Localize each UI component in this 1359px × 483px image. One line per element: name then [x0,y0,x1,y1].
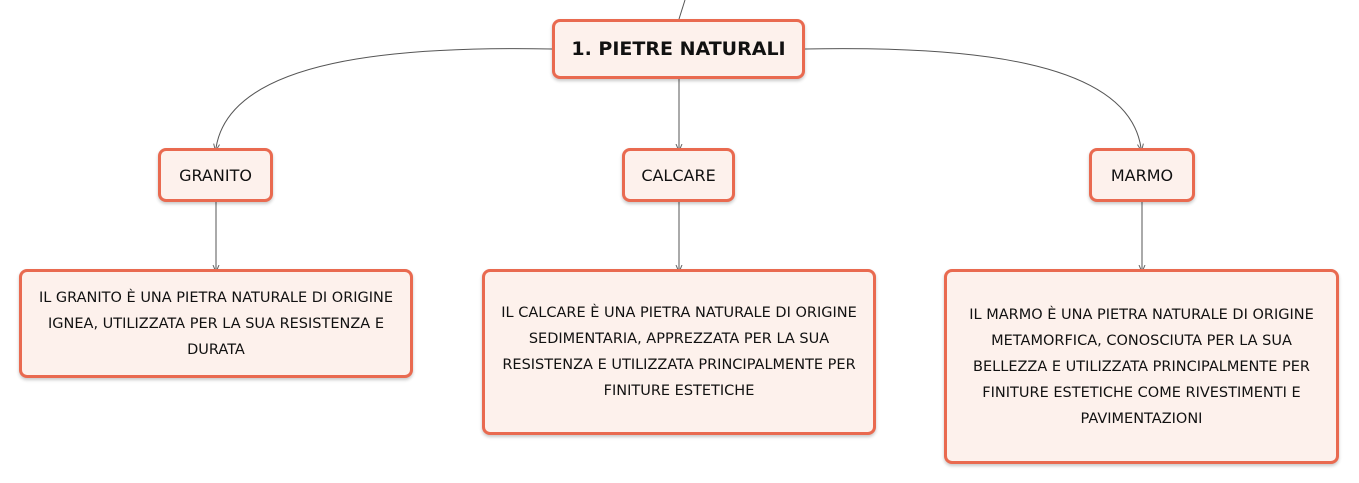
node-calcare[interactable] [622,148,735,202]
description-node-marmo[interactable] [944,269,1339,464]
node-granito-label: GRANITO [179,165,252,185]
node-marmo[interactable] [1089,148,1195,202]
root-node-pietre-naturali[interactable] [552,19,805,79]
node-granito[interactable] [158,148,273,202]
connector-incoming [679,0,685,19]
connector-root-granito [216,49,552,148]
node-calcare-label: CALCARE [641,165,716,185]
description-granito-text: IL GRANITO È UNA PIETRA NATURALE DI ORIGINE IGNEA, UTILIZZATA PER LA SUA RESISTENZA E DURATA [38,289,394,358]
connector-root-marmo [805,49,1141,148]
description-marmo-text: IL MARMO È UNA PIETRA NATURALE DI ORIGINE METAMORFICA, CONOSCIUTA PER LA SUA BELLEZZA E UTILIZZATA PRINCIPALMENTE PER FINITURE ESTETICHE COME RIVESTIMENTI E PAVIMENTAZIONI [969,306,1314,427]
description-calcare-text: IL CALCARE È UNA PIETRA NATURALE DI ORIGINE SEDIMENTARIA, APPREZZATA PER LA SUA RESISTENZA E UTILIZZATA PRINCIPALMENTE PER FINITURE ESTETICHE [501,305,857,399]
description-node-granito[interactable] [19,269,413,378]
description-node-calcare[interactable] [482,269,876,435]
root-node-label: 1. PIETRE NATURALI [571,38,786,60]
node-marmo-label: MARMO [1110,165,1174,185]
